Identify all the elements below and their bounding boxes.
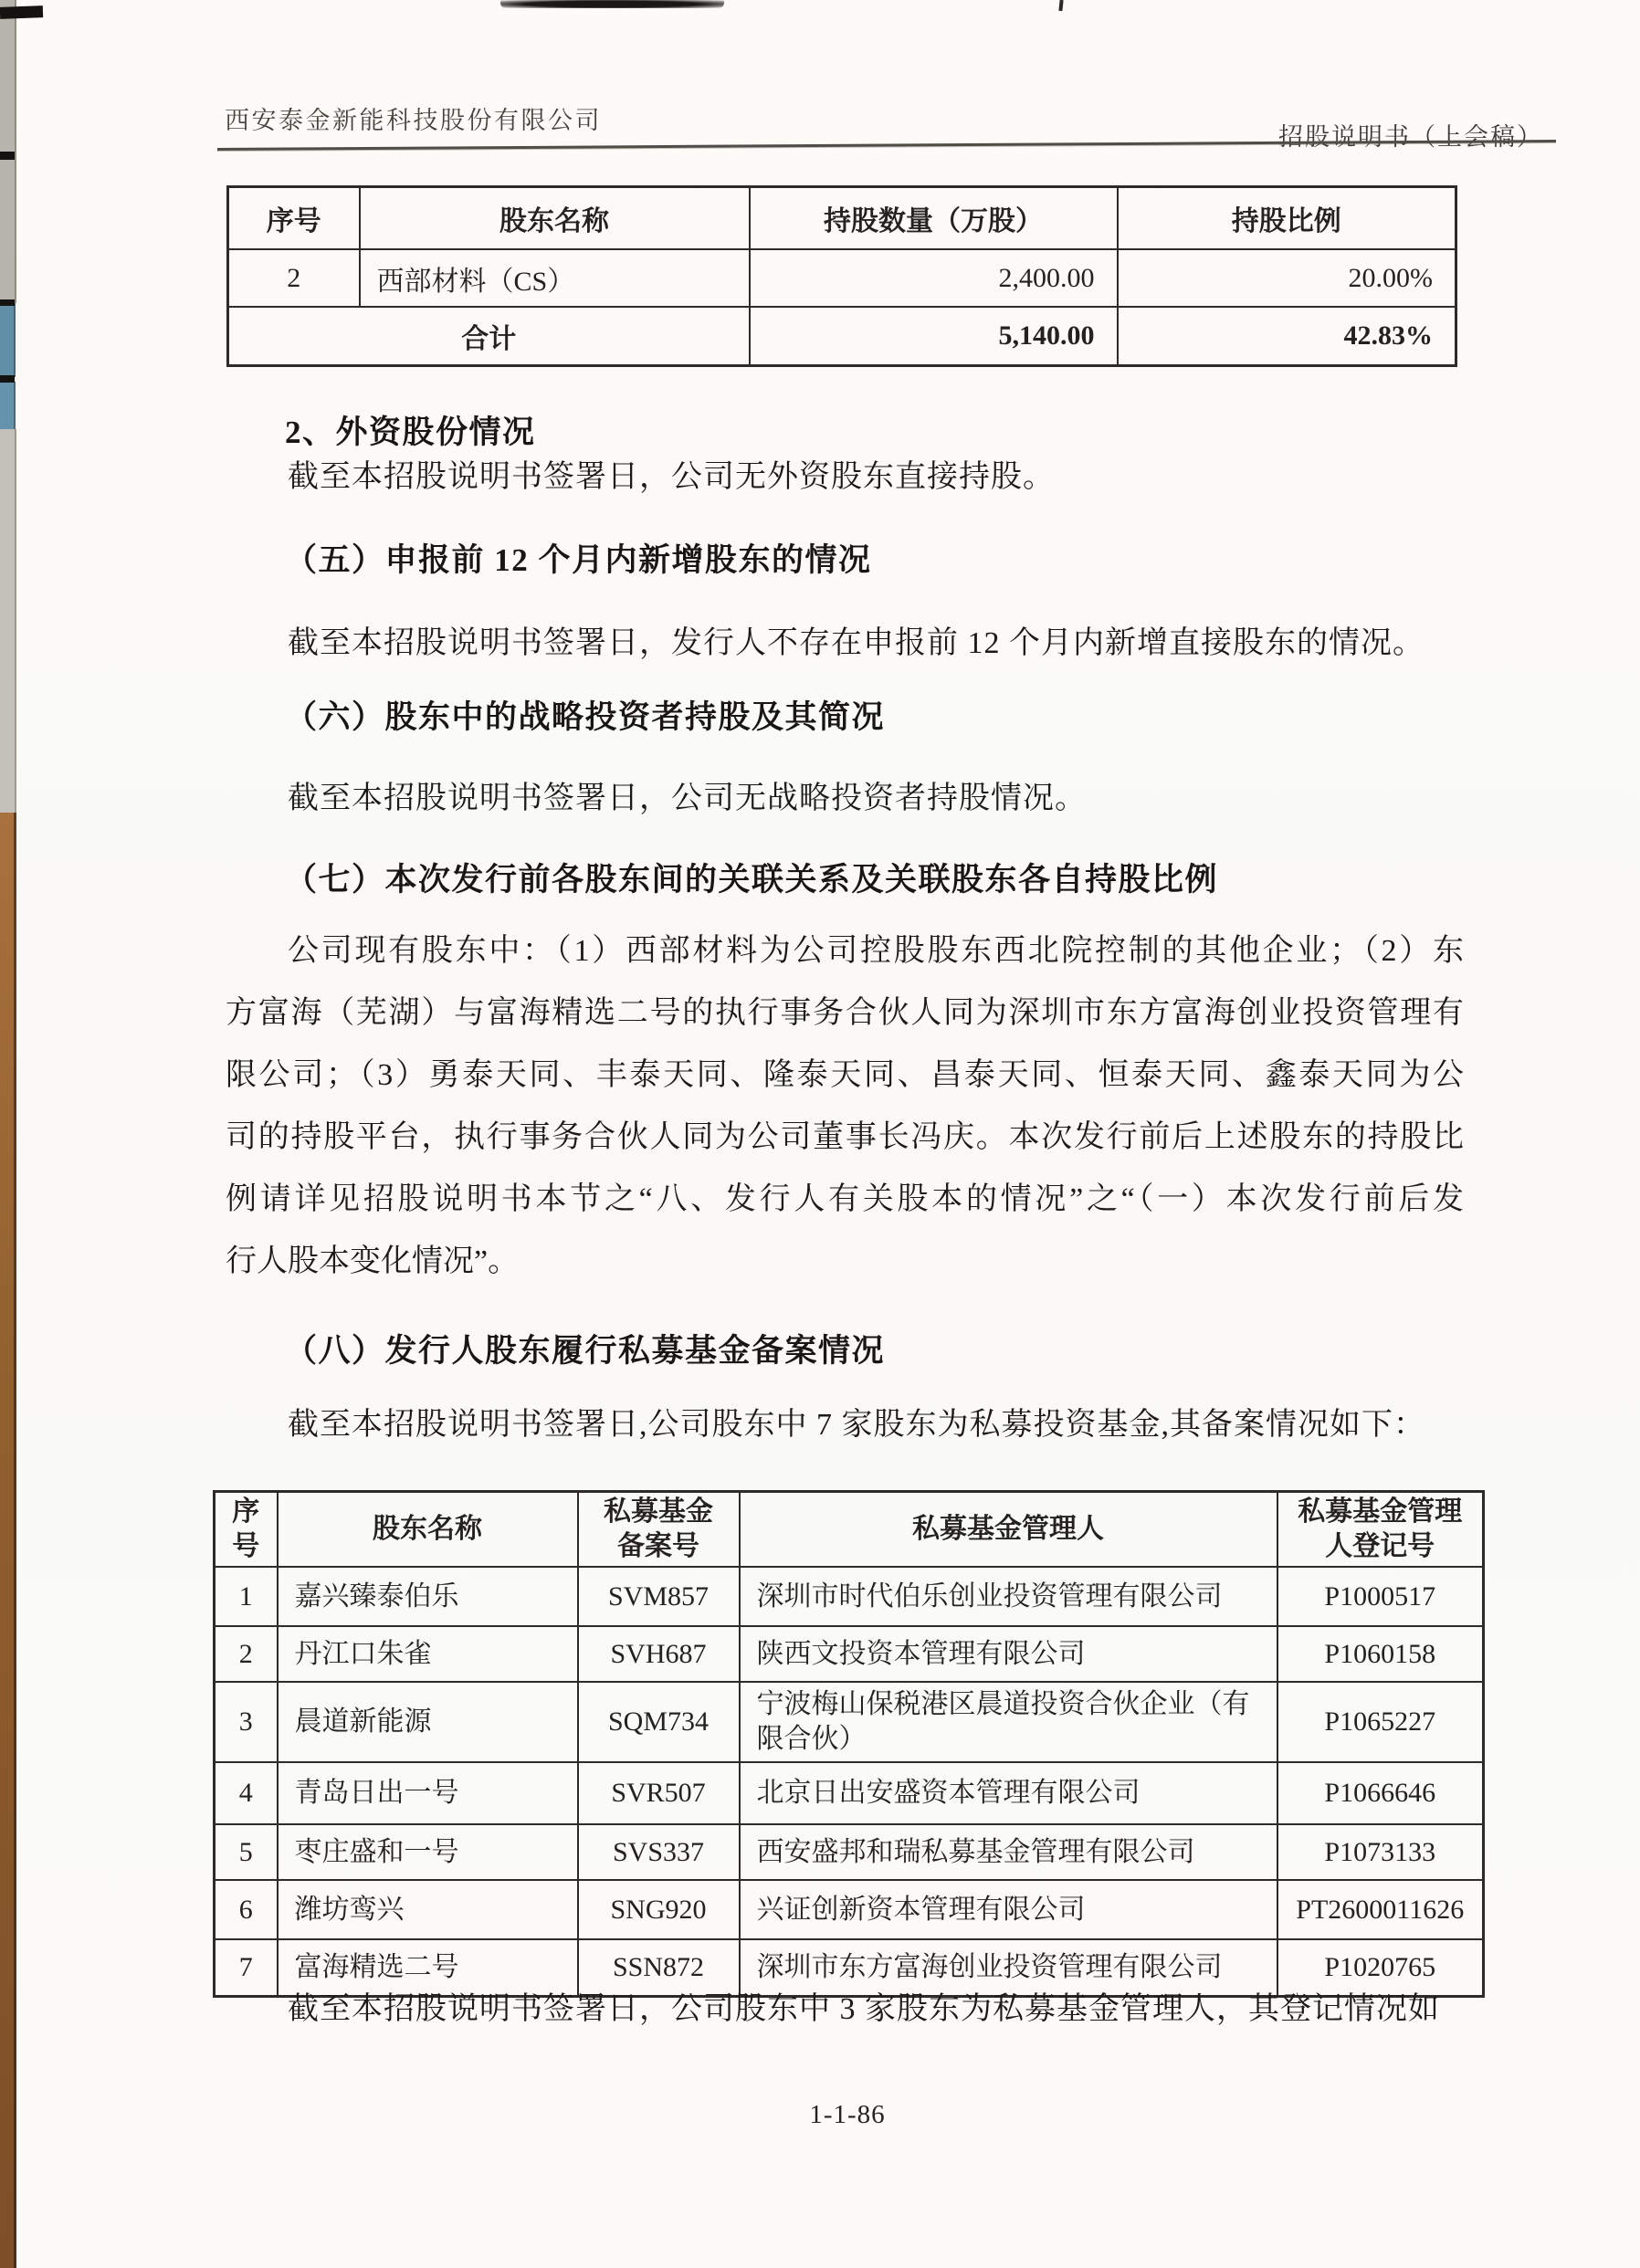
- scan-edge-tick-3: [0, 375, 15, 383]
- cell-manager: 陕西文投资本管理有限公司: [740, 1626, 1277, 1682]
- cell-no: 7: [215, 1939, 278, 1997]
- cell-record-no: SQM734: [578, 1682, 740, 1762]
- cell-record-no: SVH687: [578, 1626, 740, 1682]
- column-header-name: 股东名称: [360, 187, 750, 250]
- cell-reg-no: P1000517: [1277, 1567, 1484, 1626]
- column-header-reg-no: 私募基金管理人登记号: [1277, 1492, 1484, 1568]
- cell-manager: 深圳市东方富海创业投资管理有限公司: [740, 1939, 1277, 1997]
- scan-edge-strip-blue-2: [0, 382, 16, 429]
- cell-manager: 宁波梅山保税港区晨道投资合伙企业（有限合伙）: [740, 1682, 1277, 1762]
- section-heading-new-shareholders: （五）申报前 12 个月内新增股东的情况: [285, 542, 872, 578]
- column-header-shareholder: 股东名称: [278, 1492, 578, 1568]
- scan-top-tick: [1058, 0, 1063, 11]
- shareholding-table-row: [228, 249, 1456, 307]
- paragraph-line: 方富海（芜湖）与富海精选二号的执行事务合伙人同为深圳市东方富海创业投资管理有: [226, 996, 1464, 1030]
- header-doc-title: 招股说明书（上会稿）: [1278, 123, 1543, 151]
- scan-edge-strip-brown: [0, 813, 16, 2268]
- fund-table-row: [215, 1567, 1484, 1626]
- cell-ratio: 20.00%: [1118, 249, 1456, 307]
- section-heading-foreign-shares: 2、外资股份情况: [285, 415, 536, 450]
- fund-table-row: [215, 1824, 1484, 1880]
- paragraph-line: 限公司；（3）勇泰天同、丰泰天同、隆泰天同、昌泰天同、恒泰天同、鑫泰天同为公: [226, 1058, 1464, 1092]
- cell-record-no: SVS337: [578, 1824, 740, 1880]
- cell-manager: 深圳市时代伯乐创业投资管理有限公司: [740, 1567, 1277, 1626]
- cell-shareholder: 富海精选二号: [278, 1939, 578, 1997]
- cell-record-no: SVR507: [578, 1762, 740, 1824]
- cell-reg-no: P1066646: [1277, 1762, 1484, 1824]
- page-number: 1-1-86: [809, 2100, 886, 2129]
- shareholding-table-total-row: [228, 307, 1456, 366]
- cell-shareholder: 丹江口朱雀: [278, 1626, 578, 1682]
- scan-edge-tick-1: [0, 152, 15, 160]
- column-header-no: 序号: [228, 187, 360, 250]
- section-paragraph-relations: [226, 931, 1464, 1304]
- cell-reg-no: PT2600011626: [1277, 1880, 1484, 1939]
- section-heading-private-fund: （八）发行人股东履行私募基金备案情况: [285, 1333, 886, 1369]
- cell-no: 6: [215, 1880, 278, 1939]
- cell-no: 2: [215, 1626, 278, 1682]
- closing-paragraph: 截至本招股说明书签署日，公司股东中 3 家股东为私募基金管理人，其登记情况如: [288, 1992, 1440, 2026]
- cell-quantity: 2,400.00: [750, 249, 1118, 307]
- cell-reg-no: P1065227: [1277, 1682, 1484, 1762]
- private-fund-table: [213, 1490, 1485, 1998]
- cell-no: 1: [215, 1567, 278, 1626]
- cell-record-no: SVM857: [578, 1567, 740, 1626]
- scan-edge-tick-2: [0, 299, 15, 306]
- cell-reg-no: P1073133: [1277, 1824, 1484, 1880]
- column-header-ratio: 持股比例: [1118, 187, 1456, 250]
- shareholding-table-header-row: [228, 187, 1456, 250]
- cell-shareholder: 嘉兴臻泰伯乐: [278, 1567, 578, 1626]
- cell-no: 5: [215, 1824, 278, 1880]
- cell-reg-no: P1020765: [1277, 1939, 1484, 1997]
- column-header-quantity: 持股数量（万股）: [750, 187, 1118, 250]
- section-body-strategic-investors: 截至本招股说明书签署日，公司无战略投资者持股情况。: [288, 782, 1087, 815]
- fund-table-row: [215, 1682, 1484, 1762]
- cell-name: 西部材料（CS）: [360, 249, 750, 307]
- scan-corner-mark: [0, 5, 43, 19]
- paragraph-line: 行人股本变化情况”。: [226, 1244, 520, 1278]
- cell-manager: 西安盛邦和瑞私募基金管理有限公司: [740, 1824, 1277, 1880]
- fund-table-row: [215, 1626, 1484, 1682]
- scan-edge-strip-gray-mid: [0, 429, 16, 813]
- cell-shareholder: 晨道新能源: [278, 1682, 578, 1762]
- shareholding-table: [226, 185, 1457, 367]
- fund-table-header-row: [215, 1492, 1484, 1568]
- section-body-private-fund: 截至本招股说明书签署日,公司股东中 7 家股东为私募投资基金,其备案情况如下：: [288, 1408, 1425, 1442]
- cell-no: 3: [215, 1682, 278, 1762]
- section-body-new-shareholders: 截至本招股说明书签署日，发行人不存在申报前 12 个月内新增直接股东的情况。: [288, 626, 1424, 660]
- cell-no: 4: [215, 1762, 278, 1824]
- scan-edge-strip-blue-1: [0, 303, 16, 377]
- cell-no: 2: [228, 249, 360, 307]
- column-header-no: 序号: [215, 1492, 278, 1568]
- paragraph-line: 例请详见招股说明书本节之“八、发行人有关股本的情况”之“（一）本次发行前后发: [226, 1182, 1464, 1216]
- cell-reg-no: P1060158: [1277, 1626, 1484, 1682]
- section-heading-relations: （七）本次发行前各股东间的关联关系及关联股东各自持股比例: [285, 862, 1219, 898]
- cell-shareholder: 青岛日出一号: [278, 1762, 578, 1824]
- cell-record-no: SNG920: [578, 1880, 740, 1939]
- cell-shareholder: 潍坊鸾兴: [278, 1880, 578, 1939]
- cell-total-label: 合计: [228, 307, 750, 366]
- fund-table-row: [215, 1880, 1484, 1939]
- cell-manager: 兴证创新资本管理有限公司: [740, 1880, 1277, 1939]
- cell-record-no: SSN872: [578, 1939, 740, 1997]
- header-company-name: 西安泰金新能科技股份有限公司: [225, 107, 602, 134]
- scan-top-smudge: [500, 0, 724, 8]
- cell-manager: 北京日出安盛资本管理有限公司: [740, 1762, 1277, 1824]
- fund-table-row: [215, 1762, 1484, 1824]
- column-header-manager: 私募基金管理人: [740, 1492, 1277, 1568]
- section-heading-strategic-investors: （六）股东中的战略投资者持股及其简况: [285, 699, 886, 735]
- cell-total-ratio: 42.83%: [1118, 307, 1456, 366]
- cell-shareholder: 枣庄盛和一号: [278, 1824, 578, 1880]
- column-header-record-no: 私募基金备案号: [578, 1492, 740, 1568]
- paragraph-line: 公司现有股东中：（1）西部材料为公司控股股东西北院控制的其他企业；（2）东: [288, 934, 1464, 968]
- section-body-foreign-shares: 截至本招股说明书签署日，公司无外资股东直接持股。: [288, 460, 1055, 494]
- paragraph-line: 司的持股平台，执行事务合伙人同为公司董事长冯庆。本次发行前后上述股东的持股比: [226, 1120, 1464, 1154]
- cell-total-quantity: 5,140.00: [750, 307, 1118, 366]
